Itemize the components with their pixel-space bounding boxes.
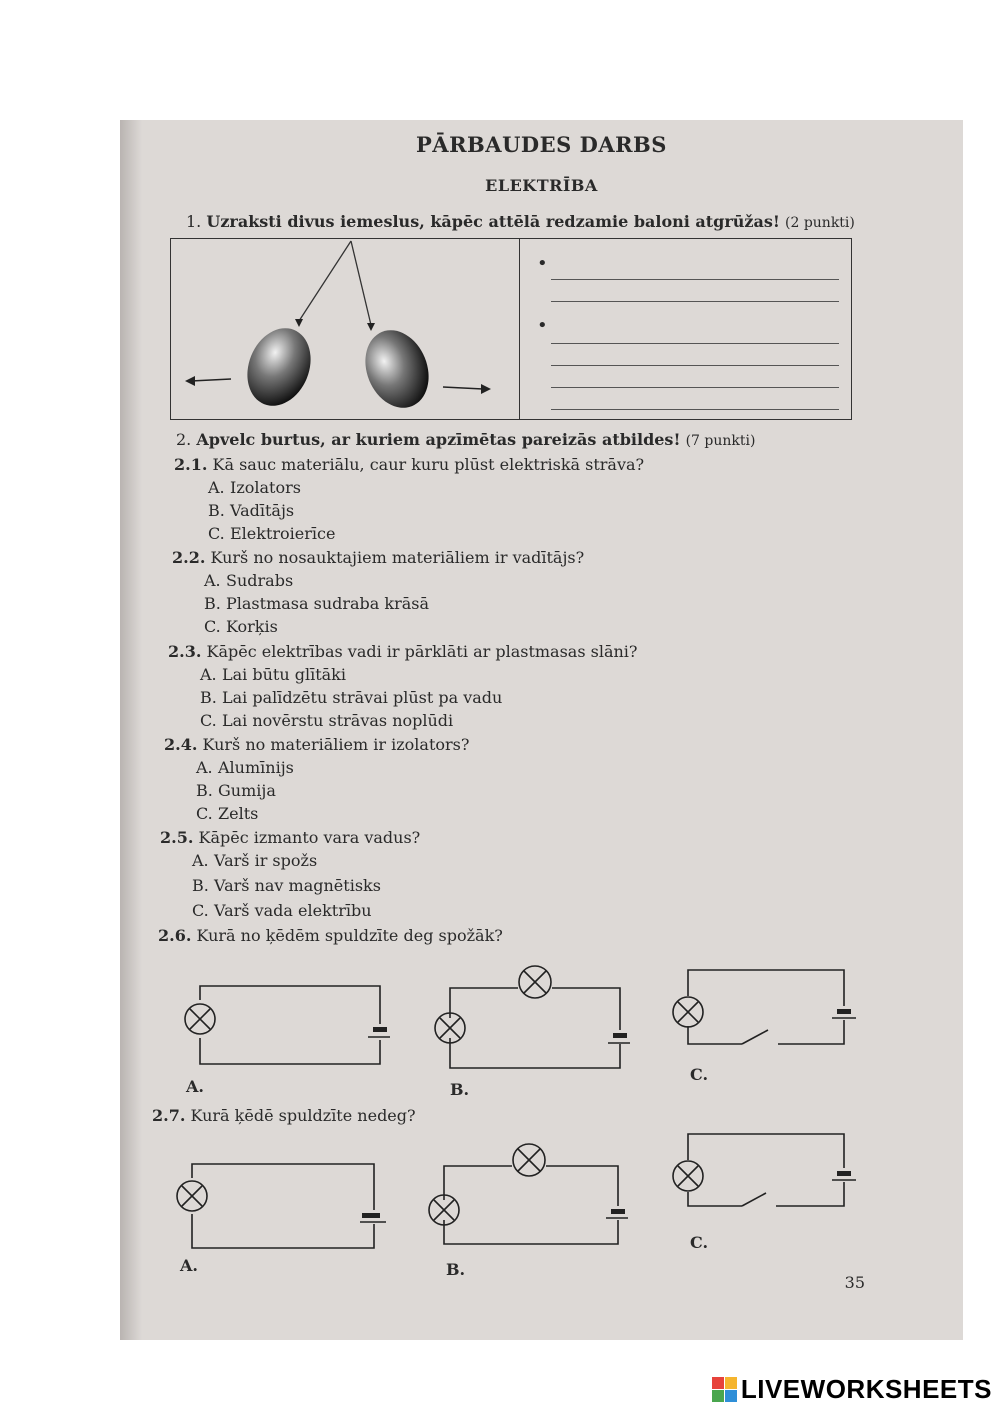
question-2-points: (7 punkti) — [685, 433, 756, 449]
option-2-4-c[interactable]: C. Zelts — [196, 804, 259, 823]
question-2-1 — [174, 455, 644, 474]
option-2-4-a[interactable]: A. Alumīnijs — [196, 758, 294, 777]
question-2-5 — [160, 828, 420, 847]
circuit-2-6-label-a[interactable]: A. — [186, 1077, 204, 1096]
option-2-1-c[interactable]: C. Elektroierīce — [208, 524, 336, 543]
option-2-2-b[interactable]: B. Plastmasa sudraba krāsā — [204, 594, 430, 613]
option-2-1-b[interactable]: B. Vadītājs — [208, 501, 295, 520]
option-2-1-a[interactable]: A. Izolators — [208, 478, 301, 497]
answer-line[interactable] — [551, 409, 839, 410]
liveworksheets-icon — [712, 1377, 737, 1402]
answer-line[interactable] — [551, 301, 839, 302]
answer-line[interactable] — [551, 343, 839, 344]
circuit-2-6-label-c[interactable]: C. — [690, 1065, 709, 1084]
answer-line[interactable] — [551, 365, 839, 366]
question-2-4-text: Kurš no materiāliem ir izolators? — [202, 735, 470, 754]
liveworksheets-logo — [712, 1373, 992, 1405]
question-1-points: (2 punkti) — [785, 215, 855, 231]
circuit-2-6-label-b[interactable]: B. — [450, 1080, 470, 1099]
question-2-7-text: Kurā ķēdē spuldzīte nedeg? — [190, 1106, 416, 1125]
option-2-2-c[interactable]: C. Korķis — [204, 617, 278, 636]
question-2-6-text: Kurā no ķēdēm spuldzīte deg spožāk? — [196, 926, 503, 945]
option-2-5-c[interactable]: C. Varš vada elektrību — [192, 901, 372, 920]
balloons-figure — [171, 239, 520, 419]
option-2-4-b[interactable]: B. Gumija — [196, 781, 276, 800]
page-subtitle: ELEKTRĪBA — [485, 176, 598, 195]
question-2-5-number: 2.5. — [160, 828, 194, 847]
balloon-string-left — [299, 241, 351, 321]
question-2-3-number: 2.3. — [168, 642, 202, 661]
question-2-4-number: 2.4. — [164, 735, 198, 754]
answer-line[interactable] — [551, 387, 839, 388]
question-2-5-text: Kāpēc izmanto vara vadus? — [198, 828, 421, 847]
circuit-2-6-b[interactable] — [430, 960, 630, 1070]
question-2-4 — [164, 735, 469, 754]
balloon-right — [354, 321, 440, 418]
option-2-5-a[interactable]: A. Varš ir spožs — [192, 851, 318, 870]
question-1-text: Uzraksti divus iemeslus, kāpēc attēlā redzamie baloni atgrūžas! — [206, 212, 780, 231]
liveworksheets-wordmark: LIVEWORKSHEETS — [740, 1373, 992, 1404]
circuit-2-7-label-c[interactable]: C. — [690, 1233, 709, 1252]
question-2-1-text: Kā sauc materiālu, caur kuru plūst elektriskā strāva? — [212, 455, 645, 474]
textbook-page — [120, 120, 963, 1340]
page-number: 35 — [844, 1273, 865, 1292]
circuit-2-6-a[interactable] — [180, 980, 390, 1080]
question-2-3-text: Kāpēc elektrības vadi ir pārklāti ar plastmasas slāni? — [206, 642, 638, 661]
question-2-number: 2. — [176, 430, 192, 449]
question-2-2-text: Kurš no nosauktajiem materiāliem ir vadītājs? — [210, 548, 585, 567]
option-2-3-b[interactable]: B. Lai palīdzētu strāvai plūst pa vadu — [200, 688, 503, 707]
option-2-5-b[interactable]: B. Varš nav magnētisks — [192, 876, 381, 895]
question-2-2-number: 2.2. — [172, 548, 206, 567]
balloon-string-right — [351, 241, 371, 325]
answer-lines — [531, 239, 851, 419]
option-2-2-a[interactable]: A. Sudrabs — [204, 571, 294, 590]
option-2-3-a[interactable]: A. Lai būtu glītāki — [200, 665, 346, 684]
question-2-1-number: 2.1. — [174, 455, 208, 474]
answer-line[interactable] — [551, 279, 839, 280]
option-2-3-c[interactable]: C. Lai novērstu strāvas noplūdi — [200, 711, 454, 730]
question-1-box — [170, 238, 852, 420]
balloon-left — [236, 319, 322, 416]
answer-bullet-1: • — [537, 253, 548, 274]
circuit-2-7-label-a[interactable]: A. — [180, 1256, 198, 1275]
balloons-illustration — [171, 239, 519, 419]
question-2-6 — [158, 926, 503, 945]
question-2-6-number: 2.6. — [158, 926, 192, 945]
question-2-3 — [168, 642, 638, 661]
arrow-right — [443, 387, 483, 389]
answer-bullet-2: • — [537, 315, 548, 336]
question-1 — [186, 212, 855, 231]
book-spine — [120, 120, 142, 1340]
arrow-left — [191, 379, 231, 381]
circuit-2-7-label-b[interactable]: B. — [446, 1260, 466, 1279]
question-2 — [176, 430, 755, 449]
question-2-2 — [172, 548, 584, 567]
circuit-2-7-b[interactable] — [428, 1140, 628, 1250]
question-2-text: Apvelc burtus, ar kuriem apzīmētas pareizās atbildes! — [196, 430, 681, 449]
circuit-2-7-c[interactable] — [672, 1130, 862, 1222]
page-title: PĀRBAUDES DARBS — [416, 132, 667, 157]
question-1-number: 1. — [186, 212, 202, 231]
question-2-7-number: 2.7. — [152, 1106, 186, 1125]
question-2-7 — [152, 1106, 416, 1125]
circuit-2-7-a[interactable] — [176, 1156, 386, 1260]
circuit-2-6-c[interactable] — [672, 966, 862, 1056]
